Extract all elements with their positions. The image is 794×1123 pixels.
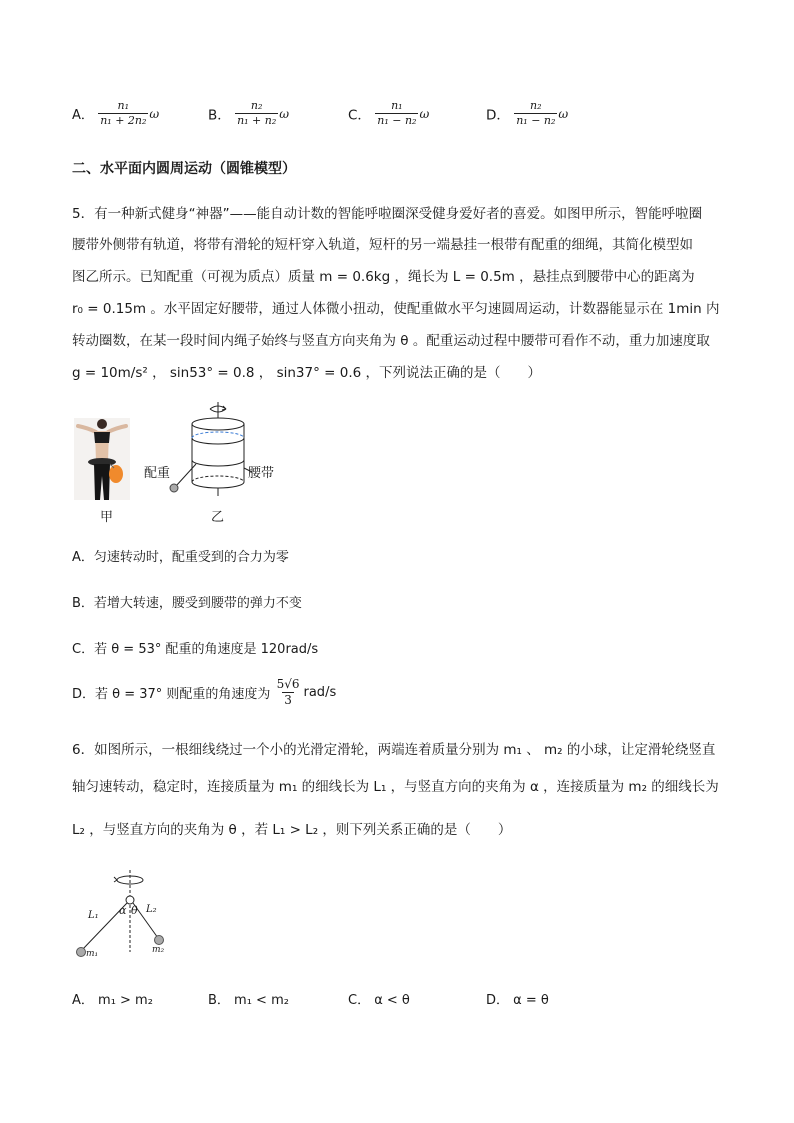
option-label: A． (72, 108, 94, 124)
figure-jia-label: 甲 (100, 510, 114, 525)
omega-symbol: ω (149, 106, 160, 121)
q4-option-d (486, 100, 568, 127)
fig-label-m2: m₂ (152, 945, 165, 955)
figure-belt-label: 腰带 (248, 466, 275, 481)
figure-jia-photo (74, 418, 130, 500)
omega-symbol: ω (558, 106, 569, 121)
q6-line-2: 轴匀速转动，稳定时，连接质量为 m₁ 的细线长为 L₁ ，与竖直方向的夹角为 α ，连接质量为 m₂ 的细线长为 (72, 779, 719, 795)
q6-option-b: B． m₁ < m₂ (208, 993, 289, 1008)
fraction-numerator: n₂ (530, 99, 542, 112)
unit: rad/s (303, 685, 337, 701)
fraction (235, 100, 278, 127)
q4-option-b (208, 100, 289, 127)
q5-option-c: C．若 θ = 53° 配重的角速度是 120rad/s (72, 642, 319, 657)
option-label: D． (486, 107, 510, 124)
q4-option-c (348, 100, 429, 127)
fraction-numerator: n₁ (117, 99, 130, 112)
fig-label-m1: m₁ (86, 949, 99, 959)
omega-symbol: ω (419, 106, 430, 121)
q5-line-3: 图乙所示。已知配重（可视为质点）质量 m = 0.6kg ，绳长为 L = 0.5m ，悬挂点到腰带中心的距离为 (72, 269, 695, 285)
q5-option-d (72, 678, 336, 707)
figure-yi-label: 乙 (211, 510, 225, 525)
q5-option-a: A．匀速转动时，配重受到的合力为零 (72, 550, 289, 565)
fraction (98, 100, 148, 127)
figure-yi-diagram (140, 402, 290, 504)
figure-weight-label: 配重 (144, 466, 171, 481)
q5-line-4: r₀ = 0.15m 。水平固定好腰带，通过人体微小扭动，使配重做水平匀速圆周运动，计数器能显示在 1min 内 (72, 301, 720, 317)
fraction (514, 100, 557, 127)
omega-symbol: ω (279, 106, 290, 121)
option-text: D．若 θ = 37° 则配重的角速度为 (72, 687, 271, 703)
q6-option-a: A． m₁ > m₂ (72, 993, 153, 1008)
section-title: 二、水平面内圆周运动（圆锥模型） (72, 161, 296, 177)
q4-option-a (72, 100, 159, 127)
fraction-denominator: n₁ + n₂ (237, 114, 277, 128)
q5-line-5: 转动圈数，在某一段时间内绳子始终与竖直方向夹角为 θ 。配重运动过程中腰带可看作不动，重力加速度取 (72, 333, 710, 349)
q5-line-6: g = 10m/s² ， sin53° = 0.8 ， sin37° = 0.6 ，下列说法正确的是（ ） (72, 365, 542, 381)
fraction (275, 678, 302, 707)
q5-line-1: 5．有一种新式健身“神器”——能自动计数的智能呼啦圈深受健身爱好者的喜爱。如图甲所示，智能呼啦圈 (72, 206, 703, 222)
fraction-denominator: n₁ + 2n₂ (100, 114, 147, 128)
q6-line-1: 6．如图所示，一根细线绕过一个小的光滑定滑轮，两端连着质量分别为 m₁ 、 m₂ 的小球，让定滑轮绕竖直 (72, 742, 716, 758)
q6-option-c: C． α < θ (348, 993, 410, 1008)
q5-option-b: B．若增大转速，腰受到腰带的弹力不变 (72, 596, 302, 611)
option-label: B． (208, 107, 231, 124)
q6-option-d: D． α = θ (486, 993, 549, 1008)
q5-line-2: 腰带外侧带有轨道，将带有滑轮的短杆穿入轨道，短杆的另一端悬挂一根带有配重的细绳，其简化模型如 (72, 237, 693, 253)
fraction-denominator: n₁ − n₂ (516, 114, 556, 128)
fraction (375, 100, 418, 127)
fraction-denominator: 3 (284, 693, 292, 708)
fraction-numerator: n₁ (391, 99, 403, 112)
fraction-numerator: n₂ (250, 99, 263, 112)
fraction-numerator: 5√6 (276, 677, 300, 691)
fraction-denominator: n₁ − n₂ (377, 114, 417, 128)
q6-line-3: L₂ ，与竖直方向的夹角为 θ ，若 L₁ > L₂ ，则下列关系正确的是（ ） (72, 822, 512, 838)
fig-label-theta: θ (131, 904, 138, 917)
option-label: C． (348, 107, 371, 124)
fig-label-L1: L₁ (88, 910, 99, 921)
fig-label-L2: L₂ (146, 904, 157, 915)
fig-label-alpha: α (119, 904, 127, 917)
